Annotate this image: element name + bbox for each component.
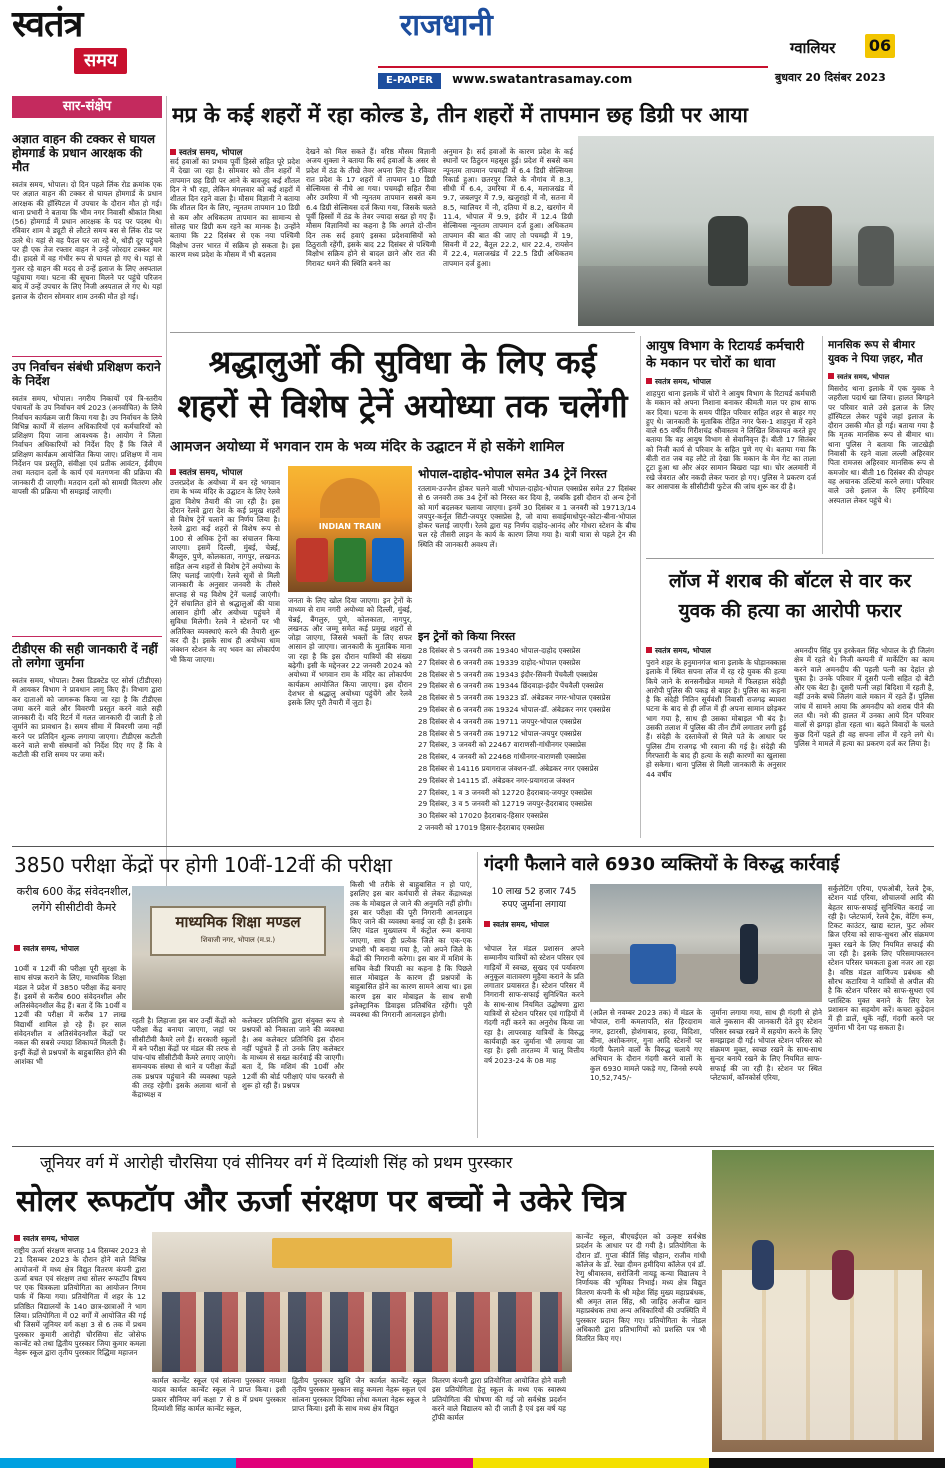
sidebar-body: स्वतंत्र समय, भोपाल। टैक्स डिडक्टेड एट सोर्स (टीडीएस) में आयकर विभाग ने प्रावधान लागू किए हैं। विभाग द्वारा कर दाताओं को जागरूक किया जा रहा है कि टीडीएस जमा करने वाले और विवरणी प्रस्तुत करने वाले सही जानकारी दें। यदि रिटर्न में गलत जानकारी दी जाती है तो जुर्माने का प्रावधान है। समय सीमा में विवरणी जमा नहीं करने पर प्रतिदिन शुल्क लगाया जाएगा। टीडीएस कटौती करने वाले सभी संस्थानों को निर्देश दिए गए हैं कि वे कटौती की राशि समय पर जमा करें।	[12, 676, 162, 760]
sidebar-body: स्वतंत्र समय, भोपाल। दो दिन पहले लिंक रोड क्रमांक एक पर अज्ञात वाहन की टक्कर से घायल होमगार्ड के प्रधान आरक्षक की हॉस्पिटल में उपचार के दौरान मौत हो गई। थाना प्रभारी ने बताया कि भीम नगर निवासी श्रीकांत मिश्रा (56) होमगार्ड में प्रधान आरक्षक के पद पर पदस्थ थे। रविवार शाम वे ड्यूटी से लौटते समय बस से लिंक रोड पर उतरे थे। यहां से वह पैदल घर जा रहे थे, थोड़ी दूर पहुंचने पर ही एक तेज रफ्तार वाहन ने उन्हें जोरदार टक्कर मार दी। हादसे में वह गंभीर रूप से घायल हो गए थे। यहां से गुजर रहे वाहन की मदद से उन्हें इलाज के लिए अस्पताल पहुंचाया गया। घटना की सूचना मिलने पर पहुंचे परिजन बाद में उन्हें उपचार के लिए निजी अस्पताल ले गए थे। यहां इलाज के दौरान सोमवार शाम उनकी मौत हो गई।	[12, 180, 162, 301]
lodge-col1: पुराने शहर के हनुमानगंज थाना इलाके के घोड़ानक्कास इलाके में स्थित सपना लॉज में रह रहे युवक की हत्या किये जाने के सनसनीखेज मामले में फिलहाल संदेही आरोपी पुलिस की पकड़ से बाहर है। पुलिस का कहना है कि संदेही नितिन सूर्यवंशी निवासी राजगढ़ ब्यावरा घटना के बाद से ही लॉज में ही अपना सामान छोड़कर भाग गया है, साथ ही उसका मोबाइल भी बंद है। उसकी तलाश में पुलिस की तीन टीमें लगातार लगी हुई हैं। संदेही के दस्तावेजों से मिले पते के आधार पर पुलिस टीम राजगढ़ भी रवाना की गई है। संदेही की गिरफ्तारी के बाद ही हत्या के सही कारणों का खुलासा हो सकेगा। थाना पुलिस से मिली जानकारी के अनुसार 44 वर्षीय	[646, 658, 786, 779]
award-photo	[152, 1232, 572, 1372]
solar-col1: राष्ट्रीय ऊर्जा संरक्षण सप्ताह 14 दिसम्बर 2023 से 21 दिसम्बर 2023 के दौरान होने वाले विभिन्न आयोजनों में मध्य क्षेत्र विद्युत वितरण कंपनी द्वारा ऊर्जा बचत एवं संरक्षण तथा सोलर रूफटॉप विषय पर एक चित्रकला प्रतियोगिता का आयोजन निगम पार्क में किया गया। प्रतियोगिता में शहर के 12 प्रतिष्ठित विद्यालयों के 140 छात्र-छात्राओं ने भाग लिया। प्रतियोगिता में 02 वर्गों में आयोजित की गई थी जिसमें जूनियर वर्ग कक्षा 3 से 6 तक में प्रथम पुरस्कार कुमारी आरोही चौरसिया सेंट जोसेफ कान्वेंट को तथा द्वितीय पुरस्कार जिया कुमार कमला नेहरू स्कूल द्वारा तृतीय पुरस्कार रिद्धिमा महाजन	[14, 1246, 146, 1358]
list-item: 29 दिसंबर से 6 जनवरी तक 19344 छिंदवाड़ा-इंदौर पेंचवैली एक्सप्रेस	[418, 681, 604, 691]
gandagi-side-head: 10 लाख 52 हजार 745 रुपए जुर्माना लगाया	[491, 887, 577, 910]
list-item: 29 दिसंबर से 14115 डॉ. अंबेडकर नगर-प्रयागराज जंक्शन	[418, 775, 575, 785]
logo-top: स्वतंत्र	[12, 3, 83, 45]
gandagi-headline: गंदगी फैलाने वाले 6930 व्यक्तियों के विरुद्ध कार्रवाई	[484, 854, 840, 875]
trains-col3: रतलाम-उज्जैन होकर चलने वाली भोपाल-दाहोद-भोपाल एक्सप्रेस समेत 27 दिसंबर से 6 जनवरी तक 34 ट्रेनों को निरस्त कर दिया है, जबकि इसी दौरान दो अन्य ट्रेनों को मार्ग बदलकर चलाया जाएगा। इनमें 30 दिसंबर व 1 जनवरी को 19713/14 जयपुर-कर्नूल सिटी-जयपुर एक्सप्रेस है, जो वाया सवाईमाधोपुर-कोटा-बीना-भोपाल होकर चलाई जाएगी। रेलवे द्वारा यह निर्णय दाहोद-आनंद और गोधरा स्टेशन के बीच चल रहे तीसरी लाइन के कार्य के कारण लिया गया है। यात्री यात्रा से पहले ट्रेन की स्थिति की जानकारी अवश्य लें।	[418, 484, 636, 549]
painting-sheets	[722, 1270, 922, 1440]
logo	[12, 4, 162, 78]
list-item: 28 दिसंबर से 14116 प्रयागराज जंक्शन-डॉ. अंबेडकर नगर एक्सप्रेस	[418, 763, 599, 773]
divider	[12, 356, 162, 357]
list-item: 28 दिसंबर से 5 जनवरी तक 19323 डॉ. अंबेडकर नगर-भोपाल एक्सप्रेस	[418, 693, 611, 703]
masthead	[0, 0, 945, 92]
photo-label: INDIAN TRAIN	[318, 522, 382, 531]
sidebar-title: सार-संक्षेप	[12, 96, 162, 118]
exam-col3: कलेक्टर प्रतिनिधि द्वारा संयुक्त रूप से प्रश्नपत्रों को निकाला जाने की व्यवस्था है। अब कलेक्टर प्रतिनिधि इस दौरान नहीं पहुंचते हैं तो उनके लिए कलेक्टर के माध्यम से सख्त कार्रवाई की जाएगी। बता दें, कि मशिमं की 10वीं और 12वीं की बोर्ड परीक्षाएं पांच फरवरी से शुरू हो रही हैं। प्रश्नपत्र	[242, 1016, 344, 1091]
mandal-photo	[132, 886, 344, 1010]
list-item: 27 दिसंबर से 6 जनवरी तक 19339 दाहोद-भोपाल एक्सप्रेस	[418, 657, 581, 667]
divider	[12, 636, 162, 637]
mandal-board	[150, 906, 326, 956]
cold-col1: सर्द हवाओं का प्रभाव पूर्वी हिस्से सहित पूरे प्रदेश में देखा जा रहा है। सोमवार को तीन शहरों में तापमान छह डिग्री पर आने के बावजूद कई शीतल दिन ने भी रहा, लेकिन मंगलवार को कई शहरों में शीतल दिन रहने वाला है। मौसम विज्ञानी ने बताया कि शीतल दिन के लिए, न्यूनतम तापमान 10 डिग्री से कम और अधिकतम तापमान का सामान्य से सोलह चार डिग्री कम रहने का मानक है। उन्होंने बताया कि 22 दिसंबर से एक नया पश्चिमी विक्षोभ उत्तर भारत में सक्रिय हो सकता है। इस कारण मध्य प्रदेश के मौसम में भी बदलाव	[170, 157, 300, 259]
trains-list	[418, 646, 636, 838]
list-item: 28 दिसंबर से 5 जनवरी तक 19340 भोपाल-दाहोद एक्सप्रेस	[418, 646, 581, 655]
exam-col1: 10वीं व 12वीं की परीक्षा पूरी सुरक्षा के साथ संपन्न कराने के लिए, माध्यमिक शिक्षा मंडल ने प्रदेश में 3850 परीक्षा केंद्र बनाए हैं। इसमें से करीब 600 संवेदनशील और अतिसंवेदनशील केंद्र हैं। बता दें कि 10वीं व 12वीं की परीक्षा में करीब 17 लाख विद्यार्थी शामिल हो रहे हैं। हर साल संवेदनशील व अतिसंवेदनशील केंद्रों पर नकल की सबसे ज्यादा शिकायतें मिलती हैं। इन्हीं केंद्रों से प्रश्नपत्रों के बाहुबासित होने की आशंका भी	[14, 964, 126, 1066]
scooter-rider	[858, 226, 894, 286]
lodge-byline: स्वतंत्र समय, भोपाल	[646, 646, 711, 656]
trains-subhead: आमजन अयोध्या में भगवान राम के भव्य मंदिर के उद्घाटन में हो सकेंगे शामिल	[170, 439, 565, 455]
list-item: 30 दिसंबर को 17020 हैदराबाद-हिसार एक्सप्रेस	[418, 811, 549, 821]
cold-byline: स्वतंत्र समय, भोपाल	[170, 147, 242, 158]
issue-date: बुधवार 20 दिसंबर 2023	[775, 71, 886, 84]
reg-swatch	[0, 1458, 236, 1468]
list-item: 28 दिसंबर, 4 जनवरी को 22468 गांधीनगर-वाराणसी एक्सप्रेस	[418, 752, 586, 762]
solar-cap2: द्वितीय पुरस्कार खुशि जैन कार्मल कान्वेंट स्कूल तृतीय पुरस्कार मुस्कान साहू कमला नेहरू स्कूल एवं सांत्वना पुरस्कार दिपिका लोधा कमला नेहरू स्कूल ने प्राप्त किया। इसी के साथ मध्य क्षेत्र विद्युत	[292, 1376, 426, 1413]
train-engine	[372, 538, 404, 582]
registration-strip	[0, 1458, 945, 1468]
gandagi-col3: जुर्माना लगाया गया, साथ ही गंदगी से होने वाले नुकसान की जानकारी देते हुए स्टेशन परिसर स्वच्छ रखने में सहयोग करने के लिए समझाइश दी गई। भोपाल स्टेशन परिसर को संक्रमण मुक्त, स्वच्छ रखने के साथ-साथ सुन्दर बनाये रखने के लिए नियमित साफ-सफाई की जा रही है। स्टेशन पर स्थित प्लेटफार्म, कॉनकोर्स एरिया,	[710, 1008, 822, 1083]
reg-swatch	[236, 1458, 472, 1468]
sidebar-item	[12, 132, 162, 338]
gandagi-col2: (अप्रैल से नवम्बर 2023 तक) में मंडल के भोपाल, रानी कमलापति, संत हिरदाराम नगर, इटारसी, होशंगाबाद, हरदा, विदिशा, बीना, अशोकनगर, गुना आदि स्टेशनों पर गंदगी फैलाने वालों के विरुद्ध चलाये गए अभियान के दौरान गंदगी करने वालों के कुल 6930 मामले पकड़े गए, जिनसे रुपये 10,52,745/-	[590, 1008, 702, 1083]
child-figure	[832, 1250, 854, 1300]
gandagi-col1: भोपाल रेल मंडल प्रशासन अपने सम्मानीय यात्रियों को स्टेशन परिसर एवं गाड़ियों में स्वच्छ, सुखद एवं पर्यावरण अनुकूल वातावरण मुहैया कराने के प्रति लगातार प्रयासरत है। स्टेशन परिसर में निगरानी साफ-सफाई सुनिश्चित करने के साथ-साथ नियमित उद्घोषणा द्वारा यात्रियों से स्टेशन परिसर एवं गाड़ियों में गंदगी नहीं करने का अनुरोध किया जा रहा है। लापरवाह यात्रियों के विरुद्ध कार्यवाही कर जुर्माना भी लगाया जा रहा है। इसी तारतम्य में चालू वित्तीय वर्ष 2023-24 के 08 माह	[484, 944, 584, 1065]
manasik-body-block	[828, 373, 934, 553]
list-item: 29 दिसंबर से 6 जनवरी तक 19324 भोपाल-डॉ. अंबेडकर नगर एक्सप्रेस	[418, 704, 611, 714]
ayush-byline: स्वतंत्र समय, भोपाल	[646, 377, 816, 387]
sidebar-headline: टीडीएस की सही जानकारी दें नहीं तो लगेगा जुर्माना	[12, 642, 158, 670]
cold-col3: अनुमान है। सर्द हवाओं के कारण प्रदेश के कई स्थानों पर ठिठुरन महसूस हुई। प्रदेश में सबसे कम न्यूनतम तापमान पचमढ़ी में 6.4 डिग्री सेल्सियस रिकार्ड हुआ। छतरपुर जिले के नौगांव में 8.3, सीधी में 6.4, उमरिया में 6.4, मलाजखंड में 9.7, जबलपुर में 7.9, खजुराहो में नौ, सतना में 8.5, ग्वालियर में नौ, दतिया में 8.2, खरगोन में 11.4, भोपाल में 9.9, इंदौर में 12.4 डिग्री सेल्सियस न्यूनतम तापमान दर्ज हुआ। अधिकतम तापमान की बात की जाए तो पचमढ़ी में 19, सिवनी में 22, बैतूल 22.2, धार 22.4, रायसेन में 22.4, मलाजखंड में 22.5 डिग्री अधिकतम तापमान दर्ज हुआ।	[443, 147, 573, 268]
exam-headline: 3850 परीक्षा केंद्रों पर होगी 10वीं-12वीं की परीक्षा	[14, 853, 393, 877]
website-link[interactable]: www.swatantrasamay.com	[452, 72, 633, 86]
child-figure	[752, 1240, 774, 1290]
solar-kicker: जूनियर वर्ग में आरोही चौरसिया एवं सीनियर वर्ग में दिव्यांशी सिंह को प्रथम पुरस्कार	[40, 1153, 513, 1172]
list-item: 29 दिसंबर, 3 व 5 जनवरी को 12719 जयपुर-हैदराबाद एक्सप्रेस	[418, 799, 593, 809]
sidebar-headline: उप निर्वाचन संबंधी प्रशिक्षण कराने के निर्देश	[12, 360, 161, 388]
solar-byline: स्वतंत्र समय, भोपाल	[14, 1234, 79, 1244]
train-engine	[334, 538, 366, 582]
scooter-rider	[788, 206, 832, 286]
page-number: 06	[865, 34, 895, 58]
trains-col1: उत्तरप्रदेश के अयोध्या में बन रहे भगवान राम के भव्य मंदिर के उद्घाटन के लिए रेलवे द्वारा विशेष तैयारी की जा रही है। इस दौरान रेलवे द्वारा देश के कई प्रमुख शहरों से विशेष ट्रेनें चलाने का निर्णय लिया है। रेलवे द्वारा कई शहरों से विशेष रूप से 100 से अधिक ट्रेनों का संचालन किया जाएगा। इसमें दिल्ली, मुंबई, चेन्नई, बैंगलुरु, पुणे, कोलकाता, नागपुर, लखनऊ सहित अन्य शहरों से विशेष ट्रेनें अयोध्या के लिए चलाई जाएंगी। रेलवे सूत्रों से मिली जानकारी के अनुसार जनवरी के तीसरे सप्ताह से यह विशेष ट्रेनें चलाई जाएंगी। ट्रेनें संचालित होने से श्रद्धालुओं की यात्रा आसान होगी और अयोध्या पहुंचने में सुविधा मिलेगी। रेलवे ने स्टेशनों पर भी अतिरिक्त व्यवस्थाएं करने की तैयारी शुरू कर दी है। इसके साथ ही अयोध्या धाम जंक्शन स्टेशन के नए भवन का लोकार्पण भी किया जाएगा।	[170, 478, 280, 664]
epaper-bar	[378, 66, 768, 84]
scooter-rider	[708, 216, 748, 286]
train-engine	[296, 538, 328, 582]
manasik-headline: मानसिक रूप से बीमार युवक ने पिया ज़हर, मौत	[828, 339, 923, 365]
divider	[12, 1146, 934, 1147]
exam-col2: रहती है। लिहाजा इस बार उन्हीं केंद्रों को परीक्षा केंद्र बनाया जाएगा, जहां पर सीसीटीवी कैमरे लगे हैं। सरकारी स्कूलों में बने परीक्षा केंद्रों पर मंडल की तरफ से पांच-पांच सीसीटीवी कैमरे लगाए जाएंगे। समन्वयक संस्था से थाने व परीक्षा केंद्रों तक प्रश्नपत्र पहुंचाने की व्यवस्था पहले की तरह रहेगी। इसके अलावा थानों से केंद्राध्यक्ष व	[132, 1016, 236, 1100]
list-item: 27 दिसंबर, 3 जनवरी को 22467 वाराणसी-गांधीनगर एक्सप्रेस	[418, 740, 586, 750]
platform-floor	[590, 954, 822, 1002]
solar-cap3: वितरण कंपनी द्वारा प्रतियोगिता आयोजित होने वाली इस प्रतियोगिता हेतु स्कूल के मध्य एक स्वास्थ्य प्रतियोगिता की घोषणा की गई जो सर्वश्रेष्ठ प्रदर्शन करने वाले विद्यालय को दी जाती है एवं इस वर्ष यह ट्रॉफी कार्मल	[432, 1376, 566, 1423]
list-item: 28 दिसंबर से 5 जनवरी तक 19343 इंदौर-सिवनी पेंचवैली एक्सप्रेस	[418, 669, 598, 679]
epaper-label: E-PAPER	[378, 73, 441, 89]
reg-swatch	[473, 1458, 709, 1468]
list-item: 2 जनवरी को 17019 हिसार-हैदराबाद एक्सप्रेस	[418, 822, 545, 832]
divider	[646, 558, 934, 559]
train-photo	[288, 466, 412, 592]
temple-shape	[320, 478, 380, 518]
trains-col2: जनता के लिए खोल दिया जाएगा। इन ट्रेनों के माध्यम से राम नगरी अयोध्या को दिल्ली, मुंबई, चेन्नई, बैंगलुरु, पुणे, कोलकाता, नागपुर, लखनऊ और जम्मू समेत कई प्रमुख शहरों से जोड़ा जाएगा, जिससे भक्तों के लिए सफर आसान हो जाएगा। जानकारी के मुताबिक माना जा रहा है कि इस दौरान यात्रियों की संख्या बढ़ेगी। इसी के मद्देनजर 22 जनवरी 2024 को अयोध्या में भगवान राम के मंदिर का लोकार्पण कार्यक्रम आयोजित किया जाएगा। इस दौरान देशभर से श्रद्धालु अयोध्या पहुंचेंगे और रेलवे इसके लिए पूरी तैयारी में जुटा है।	[288, 596, 412, 708]
column-divider	[822, 336, 823, 554]
manasik-body: मिसरोद थाना इलाके में एक युवक ने जहरीला पदार्थ खा लिया। हालत बिगड़ने पर परिवार वाले उसे इलाज के लिए हॉस्पिटल लेकर पहुंचे जहां इलाज के दौरान उसकी मौत हो गई। बताया गया है कि मृतक मानसिक रूप से बीमार था। थाना पुलिस ने बताया कि जाटखेड़ी निवासी के रहने वाला लल्ली अहिरवार पिता रामजस अहिरवार मानसिक रूप से कमजोर था। बीती 16 दिसंबर की दोपहर वह अचानक उल्टियां करने लगा। परिवार वाले उसे इलाज के लिए हमीदिया अस्पताल लेकर पहुंचे थे।	[828, 384, 934, 505]
cleaning-machine	[630, 944, 676, 984]
column-divider	[640, 336, 641, 838]
trains-subhead-2: भोपाल-दाहोद-भोपाल समेत 34 ट्रेनें निरस्त	[418, 467, 607, 481]
list-item: 28 दिसंबर से 4 जनवरी तक 19711 जयपुर-भोपाल एक्सप्रेस	[418, 716, 582, 726]
cold-headline: मप्र के कई शहरों में रहा कोल्ड डे, तीन शहरों में तापमान छह डिग्री पर आया	[172, 103, 748, 127]
trains-byline: स्वतंत्र समय, भोपाल	[170, 467, 242, 478]
logo-bottom: समय	[74, 48, 127, 74]
city-label: ग्वालियर	[790, 39, 836, 57]
lodge-headline: लॉज में शराब की बॉटल से वार कर युवक की हत्या का आरोपी फरार	[668, 570, 912, 622]
divider	[170, 332, 635, 333]
ayush-body: शाहपुरा थाना इलाके में चोरों ने आयुष विभाग के रिटायर्ड कर्मचारी के मकान को अपना निशाना बनाकर कीमती माल पर हाथ साफ कर दिया। घटना के समय पीड़ित परिवार सहित शहर से बाहर गए हुए थे। जानकारी के मुताबिक रोहित नगर फेस-1 शाहपुरा में रहने वाले 65 वर्षीय गिरीशचंद्र श्रीवास्तव ने लिखित शिकायत करते हुए बताया कि वह आयुष विभाग से सेवानिवृत्त हैं। बीती 17 सितंबर को निजी कार्य से परिवार के सहित पुणे गए थे। बताया गया कि बीती रात जब वह लौटे तो देखा कि मकान के मेन गेट का ताला टूटा हुआ था और अंदर सामान बिखरा पड़ा था। चोर अलमारी में रखे जेवरात और नकदी लेकर फरार हो गए। पुलिस ने प्रकरण दर्ज कर आसपास के सीसीटीवी फुटेज की जांच शुरू कर दी है।	[646, 389, 816, 491]
solar-headline: सोलर रूफटॉप और ऊर्जा संरक्षण पर बच्चों ने उकेरे चित्र	[16, 1184, 626, 1219]
worker	[740, 924, 758, 984]
manasik-byline: स्वतंत्र समय, भोपाल	[828, 373, 934, 382]
lodge-col2: अमनदीप सिंह पुत्र हरकेवल सिंह भोपाल के ही जिलंग क्षेत्र में रहते थे। निजी कम्पनी में मार्केटिंग का काम करने वाले अमनदीप की पहली पत्नी का देहांत हो चुका है। उनके परिवार में दूसरी पत्नी सहित दो बेटी और एक बेटा है। दूसरी पत्नी जहां बिदिशा में रहती है, वहीं उनके बच्चे जिलंग वाले मकान में रहते हैं। पुलिस जांच में सामने आया कि अमनदीप को शराब पीने की लत थी। नशे की हालत में उनका आये दिन परिवार वालों से झगड़ा होता रहता था। बढ़ते विवादों के चलते कुछ दिनों पहले ही वह सपना लॉज में रहने लगे थे। पुलिस ने मामले में हत्या का प्रकरण दर्ज कर लिया है।	[794, 646, 934, 748]
painting-photo	[712, 1150, 934, 1452]
solar-col4: कान्वेंट स्कूल, बीएचईएल को उत्कृष्ट सर्वश्रेष्ठ प्रदर्शन के आधार पर दी गयी है। प्रतियोगिता के दौरान डॉ. गुप्ता कीर्ति सिंह चौहान, राजीव गांधी कॉलेज के डॉ. रेखा दीमन हमीदिया कॉलेज एवं डॉ. रेणु श्रीवास्तव, सरोजिनी नायडू कन्या विद्यालय ने निर्णायक की भूमिका निभाई। मध्य क्षेत्र विद्युत वितरण कंपनी के श्री महेश सिंह मुख्य महाप्रबंधक, श्री अमृत लाल सिंह, श्री जाहिद अजीज खान महाप्रबंधक तथा अन्य अधिकारियों की उपस्थिति में पुरस्कार प्रदान किए गए। प्रतियोगिता के नोडल अधिकारी द्वारा प्रतिभागियों को प्रशस्ति पत्र भी वितरित किए गए।	[576, 1232, 706, 1344]
cleaning-photo	[590, 884, 822, 1002]
divider	[12, 846, 934, 847]
group-people	[162, 1292, 562, 1372]
sidebar-item	[12, 360, 162, 634]
trains-list-title: इन ट्रेनों को किया निरस्त	[418, 630, 516, 643]
exam-byline: स्वतंत्र समय, भोपाल	[14, 944, 79, 954]
mandal-board-sub: शिवाजी नगर, भोपाल (म.प्र.)	[200, 936, 276, 944]
stage-banner	[272, 1238, 452, 1268]
ayush-headline: आयुष विभाग के रिटायर्ड कर्मचारी के मकान पर चोरों का धावा	[646, 339, 805, 371]
sidebar	[12, 96, 162, 936]
list-item: 27 दिसंबर, 1 व 3 जनवरी को 12720 हैदराबाद-जयपुर एक्सप्रेस	[418, 787, 593, 797]
trains-headline: श्रद्धालुओं की सुविधा के लिए कई शहरों से विशेष ट्रेनें अयोध्या तक चलेंगी	[177, 343, 628, 425]
reg-swatch	[709, 1458, 945, 1468]
ayush-body-block	[646, 377, 816, 552]
column-divider	[477, 852, 478, 1138]
exam-side-head: करीब 600 केंद्र संवेदनशील, लगेंगे सीसीटीवी कैमरे	[16, 885, 132, 914]
list-item: 28 दिसंबर से 5 जनवरी तक 19712 भोपाल-जयपुर एक्सप्रेस	[418, 728, 582, 738]
sidebar-body: स्वतंत्र समय, भोपाल। नगरीय निकायों एवं त्रि-स्तरीय पंचायतों के उप निर्वाचन वर्ष 2023 (अनर्वाचित) के लिये निर्वाचन कार्यक्रम जारी किया गया है। उप निर्वाचन के लिये विभिन्न कार्यों में संलग्न अधिकारियों एवं कर्मचारियों को प्रशिक्षण दिया जाना आवश्यक है। आयोग ने जिला निर्वाचन अधिकारियों को निर्देश दिए हैं कि जिले में प्रशिक्षण कार्यक्रम आयोजित किया जाए। प्रशिक्षण में नाम निर्देशन पत्र प्रस्तुति, संवीक्षा एवं प्रतीक आवंटन, ईवीएम तथा मतदान दलों के कार्य एवं मतगणना की प्रक्रिया की जानकारी दी जाएगी। मतदान दलों को सामग्री वितरण और वापसी की प्रक्रिया भी समझाई जाएगी।	[12, 394, 162, 496]
gandagi-byline: स्वतंत्र समय, भोपाल	[484, 920, 549, 930]
solar-cap1: कार्मल कान्वेंट स्कूल एवं सांत्वना पुरस्कार नायशा यादव कार्मल कान्वेंट स्कूल ने प्राप्त किया। इसी प्रकार सीनियर वर्ग कक्षा 7 से 8 में प्रथम पुरस्कार दिव्यांशी सिंह कार्मल कान्वेंट स्कूल,	[152, 1376, 286, 1413]
fog-photo	[578, 136, 934, 326]
cold-col2: देखने को मिल सकते हैं। वरिष्ठ मौसम विज्ञानी अजय शुक्ला ने बताया कि सर्द हवाओं के असर से प्रदेश में ठंड के तीखे तेवर अपना लिए हैं। रविवार रात प्रदेश के 17 शहरों में तापमान 10 डिग्री सेल्सियस से नीचे आ गया। पचमढ़ी सहित रीवा और उमरिया में भी न्यूनतम तापमान सबसे कम 6.4 डिग्री सेल्सियस दर्ज किया गया, जिसके चलते पूर्वी हिस्सों में ठंड के तेवर ज्यादा सख्त हो गए हैं। मौसम विज्ञानियों का कहना है कि अगले दो-तीन दिन तक सर्द हवाएं इसका प्रदेशवासियों को ठिठुराती रहेंगी, इसके बाद 22 दिसंबर से पश्चिमी विक्षोभ सक्रिय होने से बादल छाने और रात की गिरावट थमने की स्थिति बनने का	[306, 147, 436, 268]
sidebar-headline: अज्ञात वाहन की टक्कर से घायल होमगार्ड के प्रधान आरक्षक की मौत	[12, 132, 155, 174]
mandal-board-text: माध्यमिक शिक्षा मण्डल	[175, 913, 301, 931]
column-divider	[166, 96, 167, 936]
exam-col4: किसी भी तरीके से बाहुबासित न हो पाएं, इसलिए इस बार कर्मचारी से लेकर केंद्राध्यक्ष तक के मोबाइल ले जाने की अनुमति नहीं होगी। इस बार परीक्षा की पूरी निगरानी आनलाइन किए जाने की व्यवस्था बनाई जा रही है। इसके लिए मंडल मुख्यालय में कंट्रोल रूम बनाया जाएगा, साथ ही प्रत्येक जिले का एक-एक प्रभारी भी बनाया गया है, जो अपने जिले के केंद्रों की निगरानी करेगा। इस बार में मशिमं के सचिव केडी त्रिपाठी का कहना है कि पिछले साल मोबाइल के कारण ही प्रश्नपत्रों के बाहुबासित होने का कारण सामने आया था। इस कारण इस बार मोबाइल के साथ सभी इलेक्ट्रानिक डिवाइस प्रतिबंधित रहेंगी। पूरी व्यवस्था की निगरानी आनलाइन होगी।	[350, 880, 472, 1020]
section-title: राजधानी	[400, 8, 493, 43]
gandagi-col4: सर्कुलेटिंग एरिया, एफओबी, रेलवे ट्रैक, स्टेशन यार्ड एरिया, शौचालयों आदि की बेहतर साफ-सफाई सुनिश्चित कराई जा रही है। प्लेटफार्म, रेलवे ट्रैक, वेटिंग रूम, टिकट काउंटर, खाद्य स्टाल, फुट ओवर ब्रिज एरिया को साफ-सुथरा और संक्रमण मुक्त रखने के लिए नियमित सफाई की जा रही है। इसके लिए परिसमापस्तरन स्टेशन परिसर चमकता हुआ नजर आ रहा है। वरिष्ठ मंडल वाणिज्य प्रबंधक श्री सौरभ कटारिया ने यात्रियों से अपील की है कि स्टेशन परिसर को साफ-सुथरा एवं प्लास्टिक मुक्त बनाने के लिए रेल प्रशासन का सहयोग करें। कचरा कूड़ेदान में ही डालें, थूकें नहीं, गंदगी करने पर जुर्माना भी देना पड़ सकता है।	[828, 884, 934, 1033]
